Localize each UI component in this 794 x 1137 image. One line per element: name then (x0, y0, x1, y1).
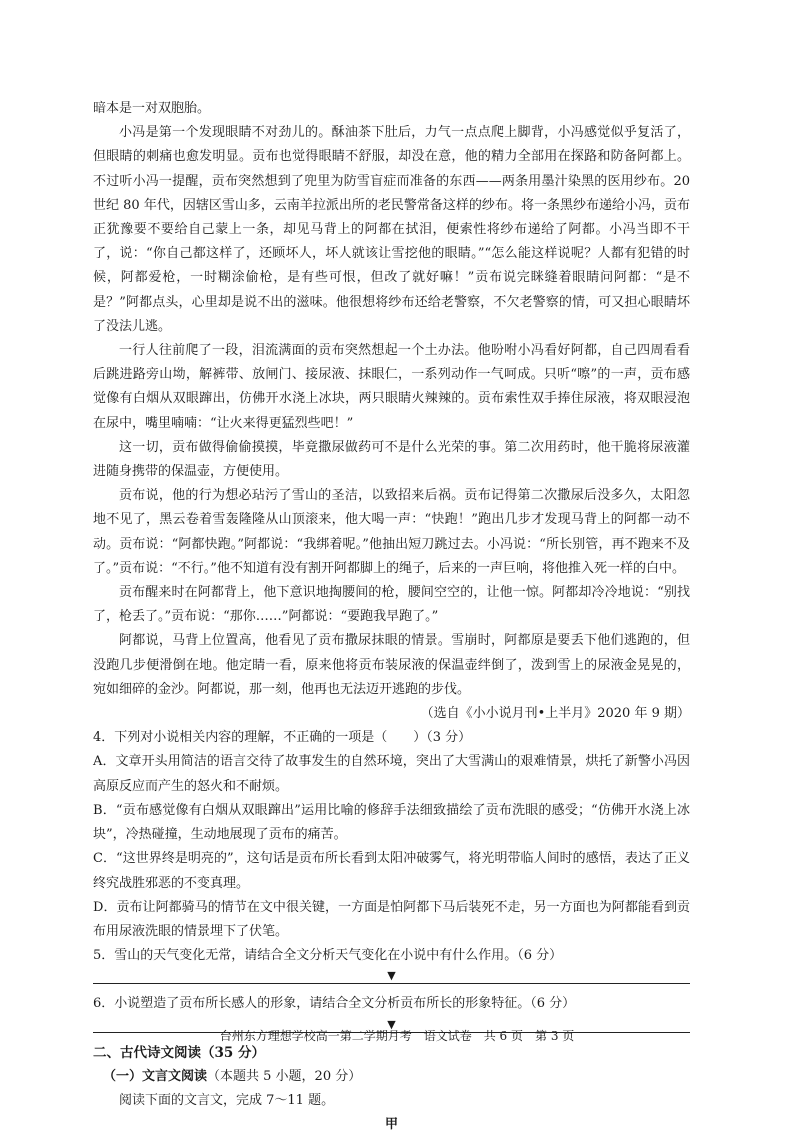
story-source: （选自《小小说月刊•上半月》2020 年 9 期） (420, 706, 690, 722)
story-paragraph: 贡布说，他的行为想必玷污了雪山的圣洁，以致招来后祸。贡布记得第二次撒尿后没多久，太阳忽地不见了，黑云卷着雪轰隆隆从山顶滚来，他大喝一声：“快跑！”跑出几步才发现马背上的阿都一动不动。贡布说：“阿都快跑。”阿都说：“我绑着呢。”他抽出短刀跳过去。小冯说：“所长别管，再不跑来不及了。”贡布说：“不行。”他不知道有没有割开阿都脚上的绳子，后来的一声巨响，将他推入死一样的白中。 (93, 488, 690, 576)
question-5-answer-area[interactable] (93, 968, 690, 992)
question-4-option-c: C．“这世界终是明亮的”，这句话是贡布所长看到太阳冲破雾气，将光明带临人间时的感悟，表达了正义终究战胜邪恶的不变真理。 (93, 851, 690, 891)
question-4-option-b: B．“贡布感觉像有白烟从双眼蹿出”运用比喻的修辞手法细致描绘了贡布洗眼的感受；“仿佛开水浇上冰块”，冷热碰撞，生动地展现了贡布的痛苦。 (93, 802, 690, 843)
story-paragraph: 阿都说，马背上位置高，他看见了贡布撒尿抹眼的情景。雪崩时，阿都原是要丢下他们逃跑的，但没跑几步便滑倒在地。他定睛一看，原来他将贡布装尿液的保温壶绊倒了，泼到雪上的尿液金晃晃的，宛如细碎的金沙。阿都说，那一刻，他再也无法迈开逃跑的步伐。 (93, 633, 690, 697)
page-content (93, 97, 690, 1137)
subsection-title (93, 1065, 690, 1089)
subsection-note: （本题共 5 小题，20 分） (207, 1068, 362, 1084)
story-paragraph: 这一切，贡布做得偷偷摸摸，毕竟撒尿做药可不是什么光荣的事。第二次用药时，他干脆将尿液灌进随身携带的保温壶，方便使用。 (93, 439, 690, 480)
question-4-stem: 4．下列对小说相关内容的理解，不正确的一项是（ ）（3 分） (93, 730, 472, 746)
story-paragraph: 暗本是一对双胞胎。 (93, 101, 211, 116)
answer-line (93, 983, 690, 984)
story-paragraph: 一行人往前爬了一段，泪流满面的贡布突然想起一个土办法。他吩咐小冯看好阿都，自己四周看看后跳进路旁山坳，解裤带、放闸门、接尿液、抹眼仁，一系列动作一气呵成。只听“嚓”的一声，贡布感觉像有白烟从双眼蹿出，仿佛开水浇上冰块，两只眼睛火辣辣的。贡布索性双手捧住尿液，将双眼浸泡在尿中，嘴里喃喃：“让火来得更猛烈些吧！” (93, 343, 690, 431)
question-4-option-d: D．贡布让阿都骑马的情节在文中很关键，一方面是怕阿都下马后装死不走，另一方面也为阿都能看到贡布用尿液洗眼的情景埋下了伏笔。 (93, 899, 690, 939)
story-paragraph: 贡布醒来时在阿都背上，他下意识地掏腰间的枪，腰间空空的，让他一惊。阿都却冷冷地说：“别找了，枪丢了。”贡布说：“那你……”阿都说：“要跑我早跑了。” (93, 585, 690, 625)
question-6-stem: 6．小说塑造了贡布所长感人的形象，请结合全文分析贡布所长的形象特征。（6 分） (93, 996, 576, 1012)
passage-label: 甲 (384, 1117, 398, 1133)
subsection-label: （一）文言文阅读 (103, 1068, 208, 1084)
question-5-stem: 5．雪山的天气变化无常，请结合全文分析天气变化在小说中有什么作用。（6 分） (93, 948, 563, 964)
page-footer: 台州东方理想学校高一第二学期月考 语文试卷 共 6 页 第 3 页 (219, 1029, 575, 1043)
section-2-title: 二、古代诗文阅读（35 分） (93, 1044, 265, 1061)
question-4-option-a: A．文章开头用简洁的语言交待了故事发生的自然环境，突出了大雪满山的艰难情景，烘托了新警小冯因高原反应而产生的怒火和不耐烦。 (93, 754, 690, 794)
story-paragraph: 小冯是第一个发现眼睛不对劲儿的。酥油茶下肚后，力气一点点爬上脚背，小冯感觉似乎复活了，但眼睛的刺痛也愈发明显。贡布也觉得眼睛不舒服，却没在意，他的精力全部用在探路和防备阿都上。不过听小冯一提醒，贡布突然想到了兜里为防雪盲症而准备的东西——两条用墨汁染黑的医用纱布。20 世纪 80 年代，因辖区雪山多，云南羊拉派出所的老民警常备这样的纱布。将一条黑纱布递给小冯，贡布正犹豫要不要给自己蒙上一条，却见马背上的阿都在拭泪，便索性将纱布递给了阿都。小冯当即不干了，说：“你自己都这样了，还顾坏人，坏人就该让雪挖他的眼睛。”“怎么能这样说呢？人都有犯错的时候，阿都爱枪，一时糊涂偷枪，是有些可恨，但改了就好嘛！”贡布说完眯缝着眼睛问阿都：“是不是？”阿都点头，心里却是说不出的滋味。他很想将纱布还给老警察，不欠老警察的情，可又担心眼睛坏了没法儿逃。 (93, 125, 690, 334)
section-2-instruction: 阅读下面的文言文，完成 7～11 题。 (119, 1092, 335, 1108)
answer-marker-icon: ▼ (387, 1017, 396, 1031)
answer-marker-icon: ▼ (387, 969, 396, 983)
